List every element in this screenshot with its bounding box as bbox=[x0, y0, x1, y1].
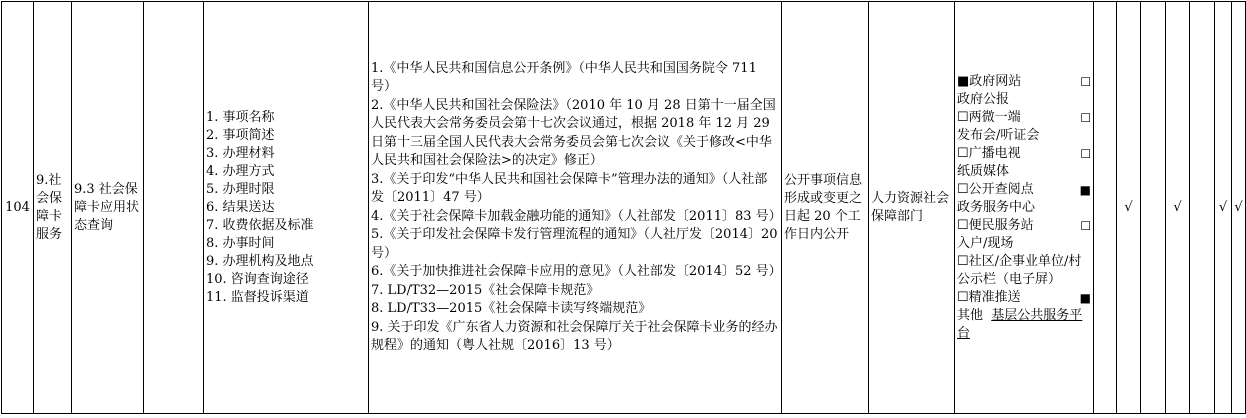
check-cell bbox=[1190, 2, 1215, 414]
contents-item: 11. 监督投诉渠道 bbox=[206, 289, 309, 305]
channel-text: ■政府网站 bbox=[957, 73, 1022, 89]
channel-text: ☐公开查阅点 bbox=[957, 181, 1034, 197]
check-cell bbox=[1094, 2, 1117, 414]
channel-checkbox: ☐ bbox=[1080, 74, 1091, 89]
item-cell: 9.3 社会保障卡应用状态查询 bbox=[72, 2, 144, 414]
channel-line bbox=[957, 199, 1091, 217]
channel-text: 发布会/听证会 bbox=[957, 127, 1040, 143]
channel-checkbox: ☐ bbox=[1080, 110, 1091, 125]
category-cell: 9.社会保障卡服务 bbox=[34, 2, 72, 414]
channel-text: 政府公报 bbox=[957, 91, 1010, 107]
basis-item: 6.《关于加快推进社会保障卡应用的意见》（人社部发〔2014〕52 号） bbox=[371, 264, 782, 279]
basis-item: 3.《关于印发“中华人民共和国社会保障卡”管理办法的通知》（人社部发〔2011〕47 号） bbox=[371, 171, 768, 205]
check-cell: √ bbox=[1232, 2, 1246, 414]
channel-text: 纸质媒体 bbox=[957, 163, 1010, 179]
row-number: 104 bbox=[2, 2, 34, 414]
contents-item: 5. 办理时限 bbox=[206, 181, 275, 197]
channel-text: ☐便民服务站 bbox=[957, 217, 1034, 233]
contents-item: 9. 办理机构及地点 bbox=[206, 253, 314, 269]
basis-item: 5.《关于印发社会保障卡发行管理流程的通知》（人社厅发〔2014〕20 号） bbox=[371, 227, 778, 261]
channel-text: 政务服务中心 bbox=[957, 199, 1036, 215]
channel-line bbox=[957, 217, 1091, 235]
channel-line bbox=[957, 235, 1091, 253]
contents-item: 7. 收费依据及标准 bbox=[206, 217, 314, 233]
basis-cell bbox=[369, 2, 782, 414]
time-limit-cell: 公开事项信息形成或变更之日起 20 个工作日内公开 bbox=[782, 2, 869, 414]
check-cell: √ bbox=[1166, 2, 1190, 414]
channel-line: ☐社区/企事业单位/村公示栏（电子屏） bbox=[957, 253, 1082, 287]
channel-text: ☐两微一端 bbox=[957, 109, 1021, 125]
check-cell: √ bbox=[1215, 2, 1232, 414]
channel-other bbox=[957, 307, 1091, 343]
basis-item: 4.《关于社会保障卡加载金融功能的通知》（人社部发〔2011〕83 号） bbox=[371, 208, 782, 224]
channel-line bbox=[957, 91, 1091, 109]
channel-line bbox=[957, 109, 1091, 127]
basis-item: 1.《中华人民共和国信息公开条例》（中华人民共和国国务院令 711 号） bbox=[371, 60, 757, 94]
contents-item: 2. 事项简述 bbox=[206, 127, 275, 143]
check-cell bbox=[1141, 2, 1166, 414]
channel-checkbox: ■ bbox=[1079, 290, 1091, 305]
channel-line bbox=[957, 289, 1091, 307]
channel-text: ☐精准推送 bbox=[957, 289, 1021, 305]
channel-line bbox=[957, 181, 1091, 199]
contents-item: 10. 咨询查询途径 bbox=[206, 271, 309, 287]
contents-item: 1. 事项名称 bbox=[206, 109, 275, 125]
table-row bbox=[2, 2, 1246, 414]
basis-item: 9. 关于印发《广东省人力资源和社会保障厅关于社会保障卡业务的经办规程》的通知（粤人社规〔2016〕13 号） bbox=[371, 319, 778, 353]
channel-other-label: 其他 bbox=[957, 307, 984, 323]
channel-line bbox=[957, 73, 1091, 91]
basis-item: 7. LD/T32—2015《社会保障卡规范》 bbox=[371, 282, 600, 298]
channel-text: 入户/现场 bbox=[957, 235, 1014, 251]
department-cell: 人力资源社会保障部门 bbox=[869, 2, 955, 414]
contents-cell bbox=[204, 2, 369, 414]
channel-checkbox: ☐ bbox=[1080, 146, 1091, 161]
disclosure-table bbox=[1, 1, 1246, 414]
channel-line bbox=[957, 145, 1091, 163]
contents-item: 3. 办理材料 bbox=[206, 145, 275, 161]
basis-item: 8. LD/T33—2015《社会保障卡读写终端规范》 bbox=[371, 301, 652, 316]
channel-text: ☐广播电视 bbox=[957, 145, 1021, 161]
contents-item: 8. 办事时间 bbox=[206, 235, 275, 251]
empty-cell bbox=[144, 2, 204, 414]
contents-item: 6. 结果送达 bbox=[206, 199, 275, 215]
channel-cell bbox=[955, 2, 1094, 414]
channel-line bbox=[957, 127, 1091, 145]
channel-checkbox: ■ bbox=[1079, 182, 1091, 197]
basis-item: 2.《中华人民共和国社会保险法》（2010 年 10 月 28 日第十一届全国人民代表大会常务委员会第十七次会议通过，根据 2018 年 12 月 29 日第十三届全国人民代表大会常务委员会第七次会议《关于修改<中华人民共和国社会保险法>的决定》修正） bbox=[371, 97, 776, 168]
channel-checkbox: ☐ bbox=[1080, 218, 1091, 233]
channel-line bbox=[957, 163, 1091, 181]
channel-other-value: 基层公共服务平台 bbox=[957, 307, 1083, 341]
contents-item: 4. 办理方式 bbox=[206, 163, 275, 179]
check-cell: √ bbox=[1117, 2, 1141, 414]
